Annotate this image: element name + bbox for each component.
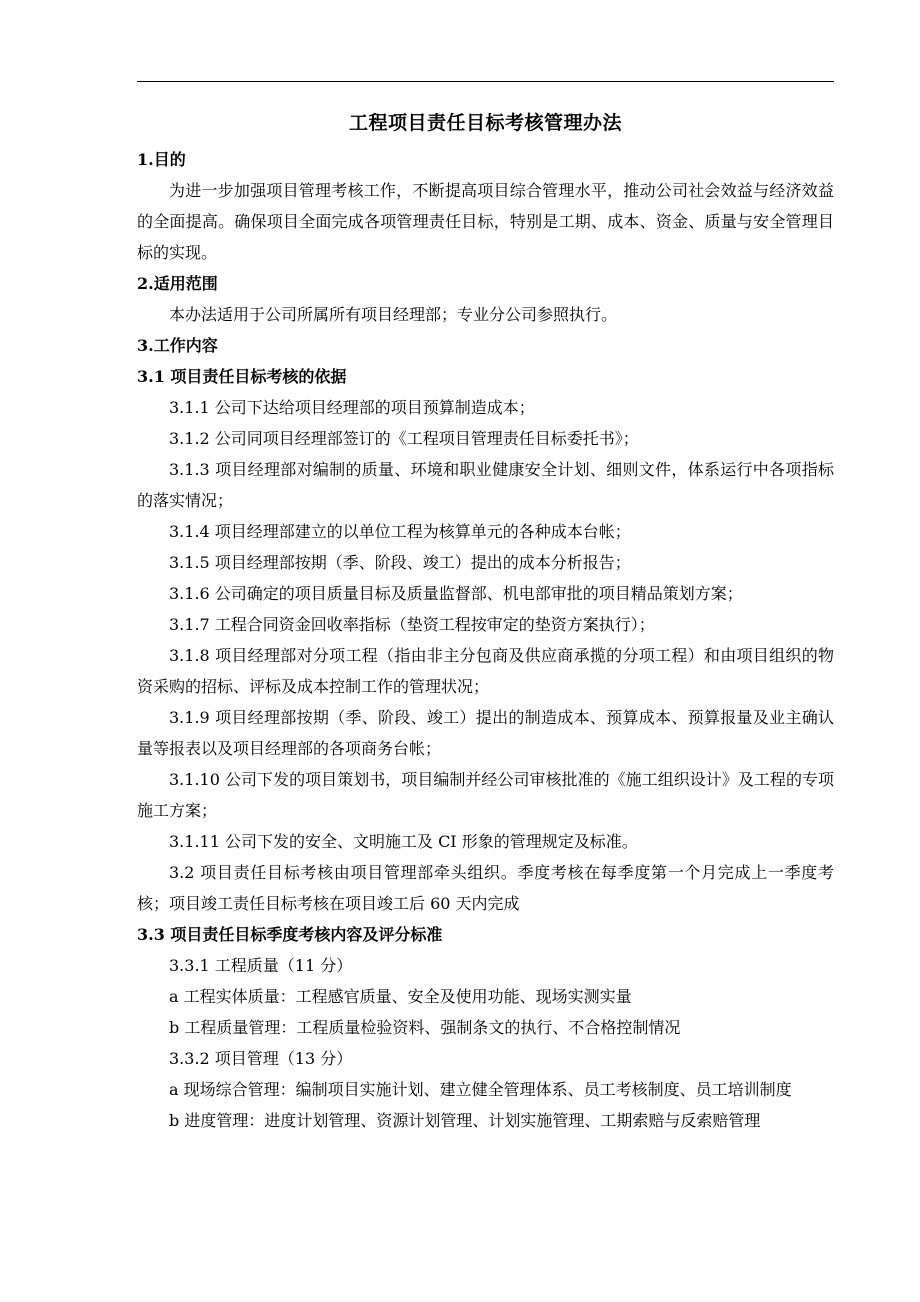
clause-item: 3.1.8 项目经理部对分项工程（指由非主分包商及供应商承揽的分项工程）和由项目组织的物资采购的招标、评标及成本控制工作的管理状况；	[137, 646, 834, 696]
clause-item: 3.1.11 公司下发的安全、文明施工及 CI 形象的管理规定及标准。	[169, 832, 638, 851]
section-heading: 3.工作内容	[137, 336, 218, 355]
header-rule	[137, 81, 834, 82]
clause-item: 3.1.6 公司确定的项目质量目标及质量监督部、机电部审批的项目精品策划方案；	[169, 584, 743, 603]
clause-item: 3.1.3 项目经理部对编制的质量、环境和职业健康安全计划、细则文件，体系运行中各项指标的落实情况；	[137, 460, 834, 510]
clause-item: 3.1.4 项目经理部建立的以单位工程为核算单元的各种成本台帐；	[169, 522, 631, 541]
clause-item: a 工程实体质量：工程感官质量、安全及使用功能、现场实测实量	[169, 987, 632, 1006]
clause-item: 3.2 项目责任目标考核由项目管理部牵头组织。季度考核在每季度第一个月完成上一季度考核；项目竣工责任目标考核在项目竣工后 60 天内完成	[137, 863, 834, 913]
clause-item: b 进度管理：进度计划管理、资源计划管理、计划实施管理、工期索赔与反索赔管理	[169, 1111, 761, 1130]
clause-item: a 现场综合管理：编制项目实施计划、建立健全管理体系、员工考核制度、员工培训制度	[169, 1080, 792, 1099]
subsection-heading: 3.1 项目责任目标考核的依据	[137, 367, 347, 386]
section-heading: 1.目的	[137, 150, 186, 169]
clause-item: b 工程质量管理：工程质量检验资料、强制条文的执行、不合格控制情况	[169, 1018, 681, 1037]
clause-item: 3.1.5 项目经理部按期（季、阶段、竣工）提出的成本分析报告；	[169, 553, 631, 572]
clause-item: 3.3.1 工程质量（11 分）	[169, 956, 353, 975]
clause-item: 3.1.2 公司同项目经理部签订的《工程项目管理责任目标委托书》；	[169, 429, 639, 448]
paragraph: 本办法适用于公司所属所有项目经理部；专业分公司参照执行。	[169, 305, 618, 324]
document-title: 工程项目责任目标考核管理办法	[348, 112, 622, 134]
clause-item: 3.1.1 公司下达给项目经理部的项目预算制造成本；	[169, 398, 535, 417]
section-heading: 2.适用范围	[137, 274, 218, 293]
paragraph: 为进一步加强项目管理考核工作，不断提高项目综合管理水平，推动公司社会效益与经济效益的全面提高。确保项目全面完成各项管理责任目标，特别是工期、成本、资金、质量与安全管理目标的实现。	[137, 181, 834, 262]
clause-item: 3.1.10 公司下发的项目策划书，项目编制并经公司审核批准的《施工组织设计》及工程的专项施工方案；	[137, 770, 834, 820]
document-body	[137, 102, 834, 1136]
clause-item: 3.1.9 项目经理部按期（季、阶段、竣工）提出的制造成本、预算成本、预算报量及业主确认量等报表以及项目经理部的各项商务台帐；	[137, 708, 834, 758]
clause-item: 3.3.2 项目管理（13 分）	[169, 1049, 353, 1068]
clause-item: 3.1.7 工程合同资金回收率指标（垫资工程按审定的垫资方案执行）；	[169, 615, 655, 634]
subsection-heading: 3.3 项目责任目标季度考核内容及评分标准	[137, 925, 443, 944]
